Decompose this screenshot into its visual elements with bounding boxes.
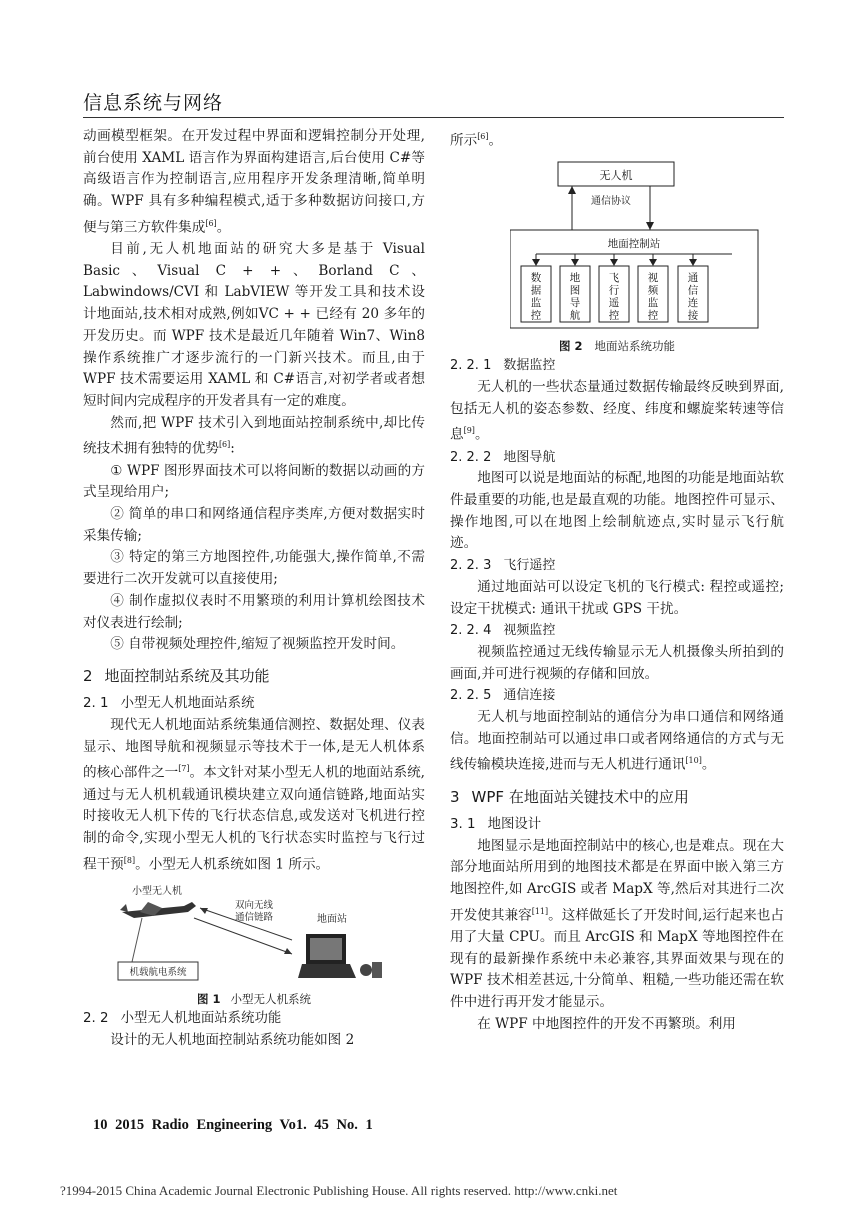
ground-station-label: 地面站 [317, 913, 347, 925]
paragraph: 设计的无人机地面控制站系统功能如图 2 [110, 1031, 355, 1048]
avionics-label: 机载航电系统 [129, 966, 187, 978]
module-label: 数据监控 [530, 272, 542, 322]
subsection-heading: 2. 2 小型无人机地面站系统功能 [83, 1010, 282, 1026]
subsubsection-heading: 2. 2. 3 飞行遥控 [450, 558, 556, 574]
protocol-label: 通信协议 [591, 196, 631, 208]
paragraph: 然而,把 WPF 技术引入到地面站控制系统中,却比传统技术拥有独特的优势[6]: [83, 414, 425, 457]
list-item: ⑤ 自带视频处理控件,缩短了视频监控开发时间。 [110, 636, 405, 653]
subsection-heading: 3. 1 地图设计 [450, 816, 542, 832]
module-label: 通信连接 [687, 272, 699, 322]
paragraph: 所示[6]。 [450, 132, 503, 149]
paragraph: 目前,无人机地面站的研究大多是基于 Visual Basic、Visual C + +、Borland C、Labwindows/CVI 和 LabVIEW 等开发工具和技术设计地面站,技术相对成熟,例如VC + + 已经有 20 多年的开发历史。而 WPF 技术是最近几年随着 Win7、Win8 操作系统推广才逐步流行的一门新兴技术。而且,由于 WPF 技术需要运用 XAML 和 C#语言,对初学者或者想短时间内完成程序的开发者具有一定的难度。 [83, 241, 425, 409]
subsubsection-heading: 2. 2. 1 数据监控 [450, 358, 556, 374]
paragraph: 地图可以说是地面站的标配,地图的功能是地面站软件最重要的功能,也是最直观的功能。地图控件可显示、操作地图,可以在地图上绘制航迹点,实时显示飞行航迹。 [450, 470, 784, 552]
subsubsection-heading: 2. 2. 5 通信连接 [450, 688, 556, 704]
module-label: 地图导航 [569, 272, 581, 322]
page-footer: 10 2015 Radio Engineering Vo1. 45 No. 1 [93, 1117, 373, 1133]
link-label: 双向无线 [234, 899, 274, 911]
copyright-line: ?1994-2015 China Academic Journal Electronic Publishing House. All rights reserved. http://www.cnki.net [60, 1183, 618, 1198]
list-item: ④ 制作虚拟仪表时不用繁琐的利用计算机绘图技术对仪表进行绘制; [83, 592, 425, 631]
paragraph: 在 WPF 中地图控件的开发不再繁琐。利用 [477, 1015, 736, 1032]
list-item: ① WPF 图形界面技术可以将间断的数据以动画的方式呈现给用户; [83, 462, 425, 501]
link-label: 通信链路 [234, 911, 274, 923]
module-label: 飞行遥控 [608, 272, 620, 322]
left-column [83, 126, 425, 1052]
figure-2-caption: 图 2 地面站系统功能 [558, 339, 675, 354]
section-heading: 3 WPF 在地面站关键技术中的应用 [450, 787, 689, 806]
right-column [450, 126, 784, 1036]
section-heading: 2 地面控制站系统及其功能 [83, 666, 270, 685]
journal-section-title: 信息系统与网络 [83, 92, 224, 114]
module-label: 视频监控 [647, 272, 659, 322]
figure-1-caption: 图 1 小型无人机系统 [196, 991, 311, 1006]
list-item: ② 简单的串口和网络通信程序类库,方便对数据实时采集传输; [83, 506, 425, 544]
uav-box-label: 无人机 [599, 169, 633, 183]
paragraph: 通过地面站可以设定飞机的飞行模式: 程控或遥控; 设定干扰模式: 通讯干扰或 GPS 干扰。 [450, 578, 784, 617]
gcs-box-label: 地面控制站 [607, 238, 661, 251]
paragraph: 动画模型框架。在开发过程中界面和逻辑控制分开处理,前台使用 XAML 语言作为界面构建语言,后台使用 C#等高级语言作为控制语言,应用程序开发条理清晰,简单明确。WPF 具有多种编程模式,适于多种数据访问接口,方便与第三方软件集成[6]。 [83, 128, 425, 236]
figure-1-uav-system [114, 882, 394, 988]
paragraph: 无人机的一些状态量通过数据传输最终反映到界面,包括无人机的姿态参数、经度、纬度和螺旋桨转速等信息[9]。 [450, 378, 784, 443]
paragraph: 无人机与地面控制站的通信分为串口通信和网络通信。地面控制站可以通过串口或者网络通信的方式与无线传输模块连接,进而与无人机进行通讯[10]。 [450, 709, 784, 773]
header-rule [83, 117, 784, 118]
uav-label: 小型无人机 [132, 885, 182, 897]
figure-2-gcs-functions [510, 156, 760, 331]
paragraph: 视频监控通过无线传输显示无人机摄像头所拍到的画面,并可进行视频的存储和回放。 [450, 643, 784, 682]
paragraph: 现代无人机地面站系统集通信测控、数据处理、仪表显示、地图导航和视频显示等技术于一体,是无人机体系的核心部件之一[7]。本文针对某小型无人机的地面站系统,通过与无人机机载通讯模块建立双向通信链路,地面站实时接收无人机下传的飞行状态信息,或发送对飞机进行控制的命令,实现小型无人机的飞行状态实时监控与飞行过程干预[8]。小型无人机系统如图 1 所示。 [83, 716, 426, 873]
subsection-heading: 2. 1 小型无人机地面站系统 [83, 695, 255, 711]
paragraph: 地图显示是地面控制站中的核心,也是难点。现在大部分地面站所用到的地图技术都是在界面中嵌入第三方地图控件,如 ArcGIS 或者 MapX 等,然后对其进行二次开发使其兼容[11]。这样做延长了开发时间,运行起来也占用了大量 CPU。而且 ArcGIS 和 MapX 等地图控件在现有的最新操作系统中未必兼容,其界面效果与现在的 WPF 技术相差甚远,十分简单、粗糙,一些功能还需在软件中进行再开发才能显示。 [450, 837, 784, 1011]
list-item: ③ 特定的第三方地图控件,功能强大,操作简单,不需要进行二次开发就可以直接使用; [83, 549, 425, 588]
subsubsection-heading: 2. 2. 2 地图导航 [450, 449, 556, 465]
subsubsection-heading: 2. 2. 4 视频监控 [450, 623, 556, 639]
